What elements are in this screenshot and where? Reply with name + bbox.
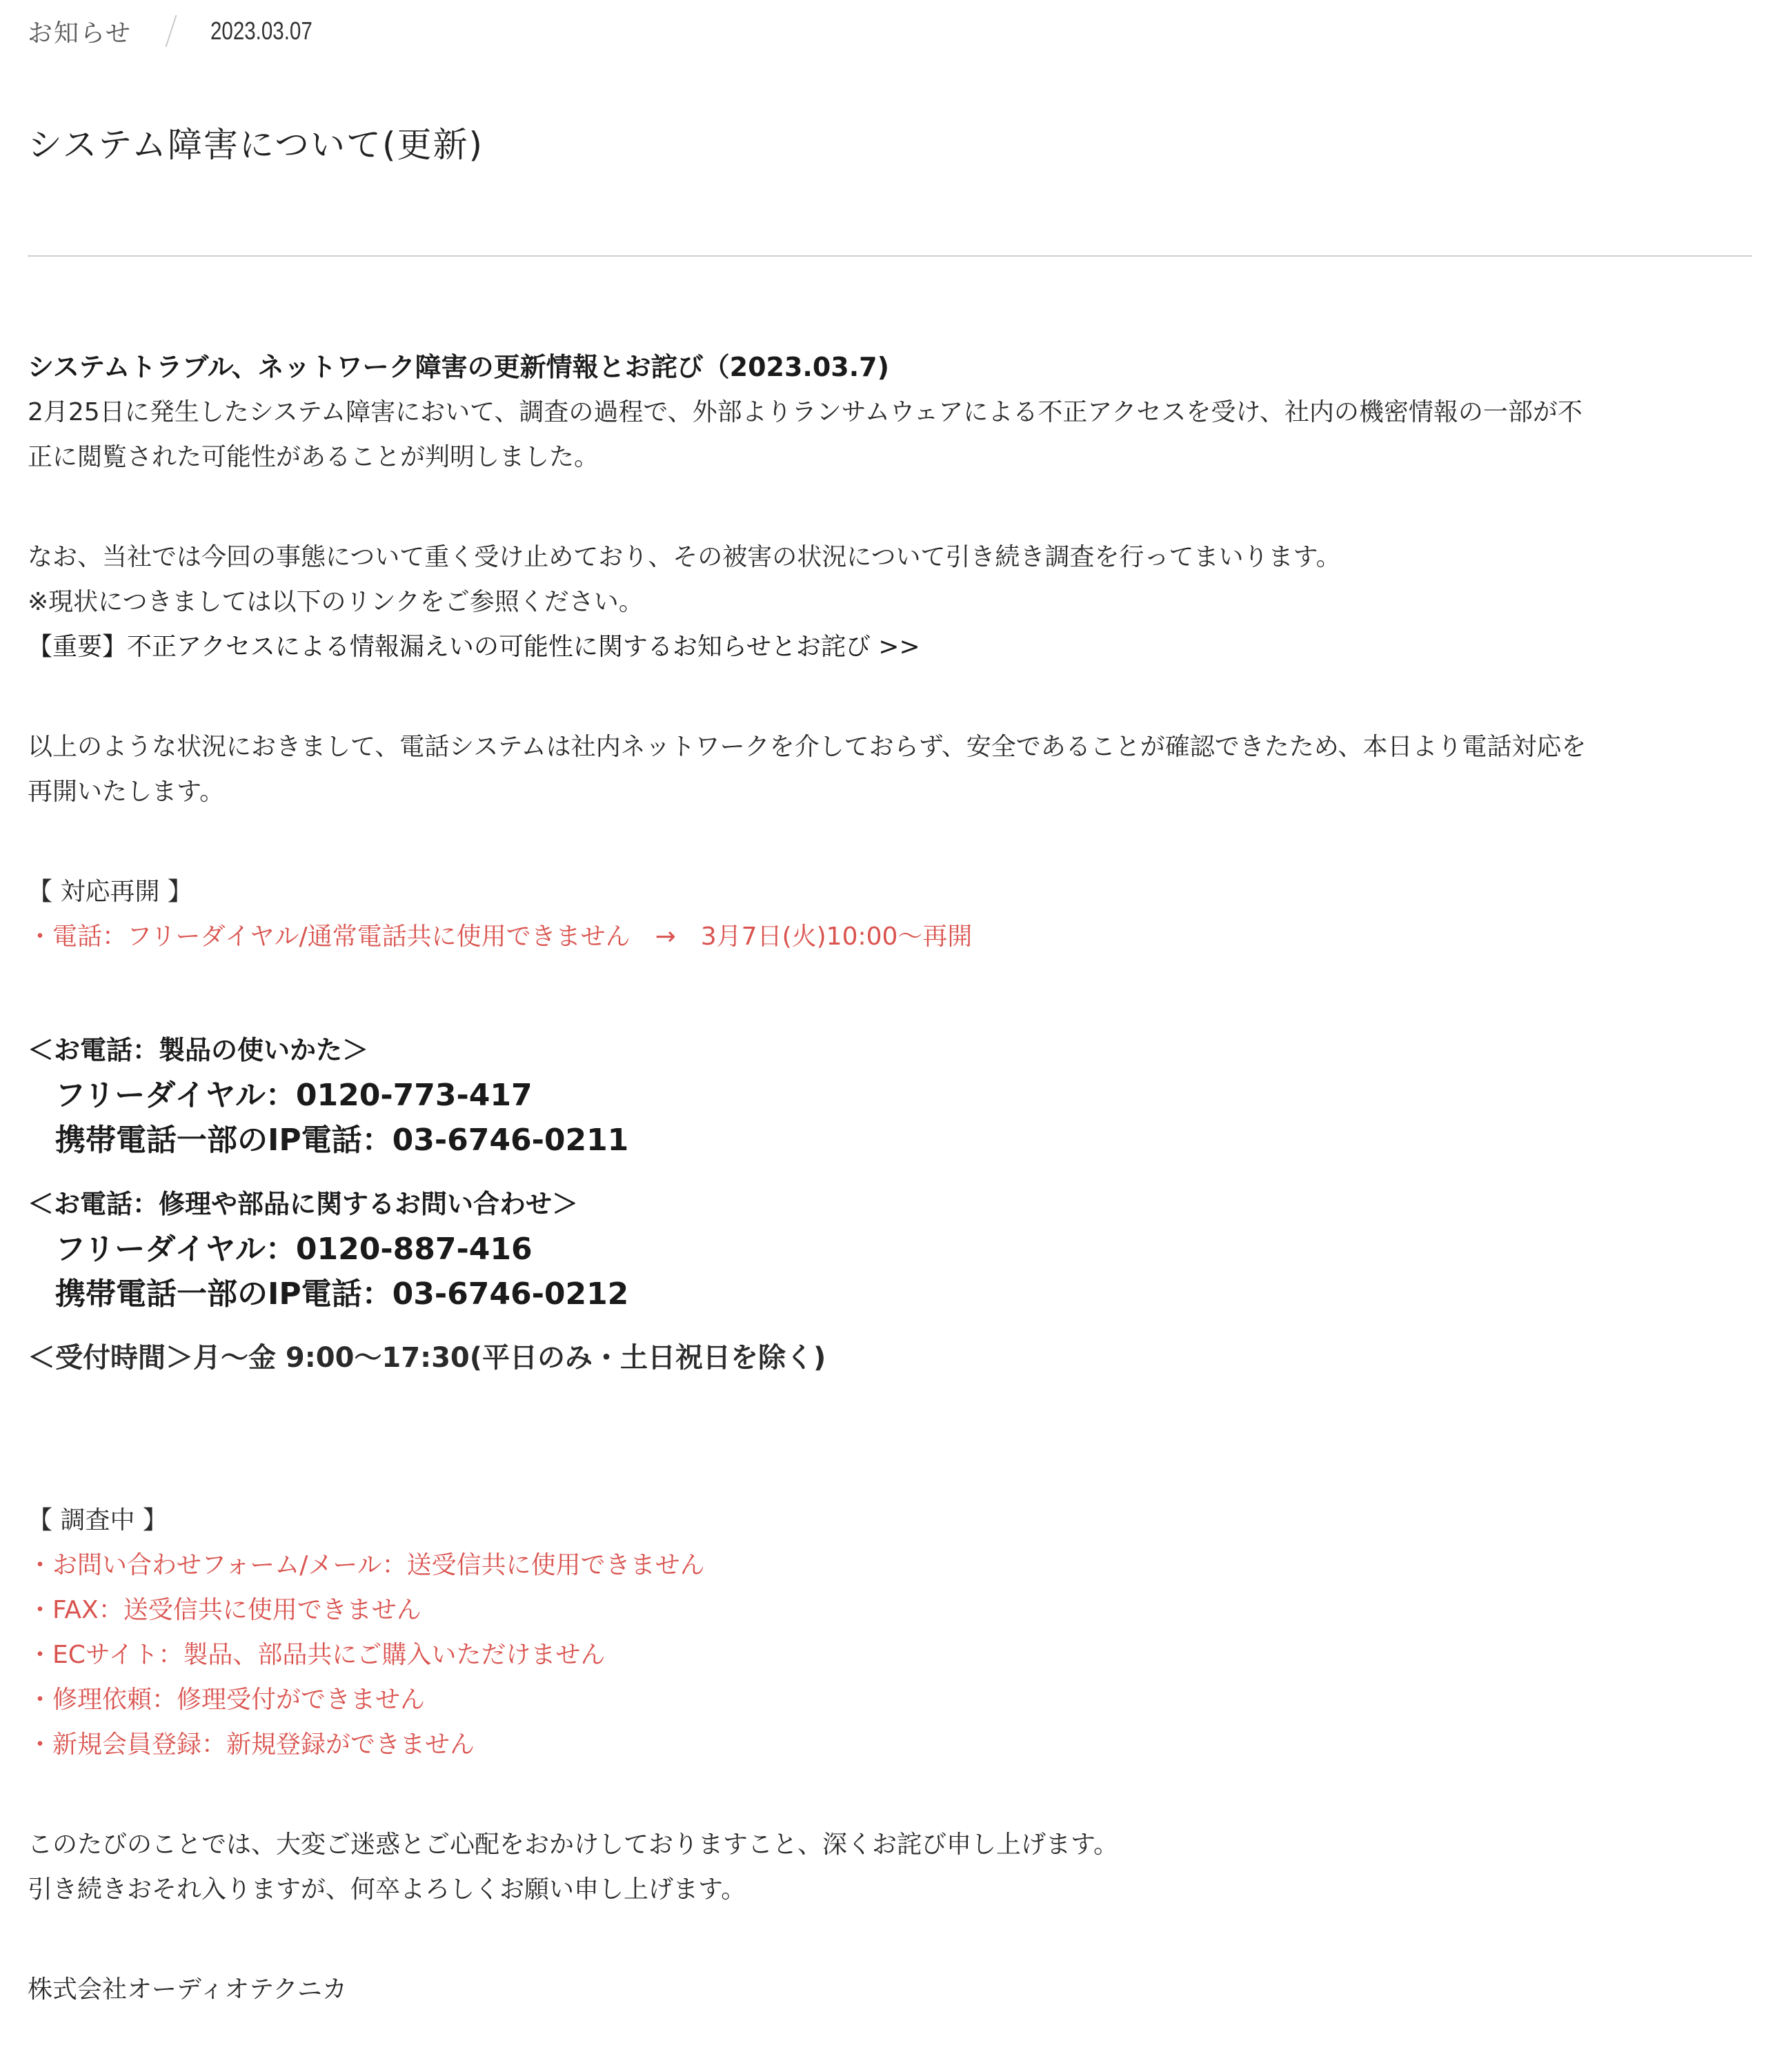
title-divider — [28, 255, 1752, 257]
meta-separator — [165, 15, 177, 47]
category-link[interactable]: お知らせ — [28, 19, 132, 48]
status-item: ・お問い合わせフォーム/メール：送受信共に使用できません — [28, 1551, 705, 1579]
closing-line: 引き続きおそれ入りますが、何卒よろしくお願い申し上げます。 — [28, 1875, 746, 1904]
phone-section-heading: ＜お電話：修理や部品に関するお問い合わせ＞ — [28, 1189, 579, 1219]
closing-line: このたびのことでは、大変ご迷惑とご心配をおかけしておりますこと、深くお詫び申し上げます。 — [28, 1831, 1119, 1859]
phone-number: 携帯電話一部のIP電話：03-6746-0212 — [55, 1276, 629, 1312]
resumed-section-heading: 【 対応再開 】 — [28, 878, 192, 906]
publish-date: 2023.03.07 — [210, 17, 312, 45]
important-notice-link[interactable]: 【重要】不正アクセスによる情報漏えいの可能性に関するお知らせとお詫び >> — [28, 633, 920, 661]
status-item: ・FAX：送受信共に使用できません — [28, 1596, 421, 1624]
phone-usage-block — [28, 1028, 1738, 1163]
phone-section-heading: ＜お電話：製品の使いかた＞ — [28, 1035, 369, 1065]
investigating-section-heading: 【 調査中 】 — [28, 1506, 168, 1535]
status-item: ・修理依頼：修理受付ができません — [28, 1686, 426, 1714]
status-item: ・ECサイト：製品、部品共にご購入いただけません — [28, 1641, 606, 1669]
reception-hours: ＜受付時間＞月～金 9:00～17:30(平日のみ・土日祝日を除く) — [28, 1342, 826, 1374]
phone-repair-block — [28, 1182, 1738, 1316]
paragraph-line: 正に閲覧された可能性があることが判明しました。 — [28, 443, 599, 471]
page-title: システム障害について(更新) — [28, 125, 484, 165]
status-item: ・新規会員登録：新規登録ができません — [28, 1730, 475, 1759]
phone-number: フリーダイヤル：0120-773-417 — [55, 1078, 533, 1113]
paragraph-line: 2月25日に発生したシステム障害において、調査の過程で、外部よりランサムウェアによる不正アクセスを受け、社内の機密情報の一部が不 — [28, 398, 1583, 426]
article-meta — [28, 14, 335, 48]
phone-number: 携帯電話一部のIP電話：03-6746-0211 — [55, 1123, 629, 1158]
paragraph-line: ※現状につきましては以下のリンクをご参照ください。 — [28, 588, 644, 616]
article-heading: システムトラブル、ネットワーク障害の更新情報とお詫び（2023.03.7) — [28, 352, 889, 382]
status-item: ・電話：フリーダイヤル/通常電話共に使用できません → 3月7日(火)10:00～再開 — [28, 922, 973, 951]
article-body — [28, 345, 1738, 2012]
paragraph-line: 以上のような状況におきまして、電話システムは社内ネットワークを介しておらず、安全であることが確認できたため、本日より電話対応を — [28, 733, 1587, 761]
paragraph-line: なお、当社では今回の事態について重く受け止めており、その被害の状況について引き続き調査を行ってまいります。 — [28, 543, 1341, 571]
phone-number: フリーダイヤル：0120-887-416 — [55, 1232, 533, 1267]
company-name: 株式会社オーディオテクニカ — [28, 1975, 347, 2004]
paragraph-line: 再開いたします。 — [28, 778, 225, 806]
